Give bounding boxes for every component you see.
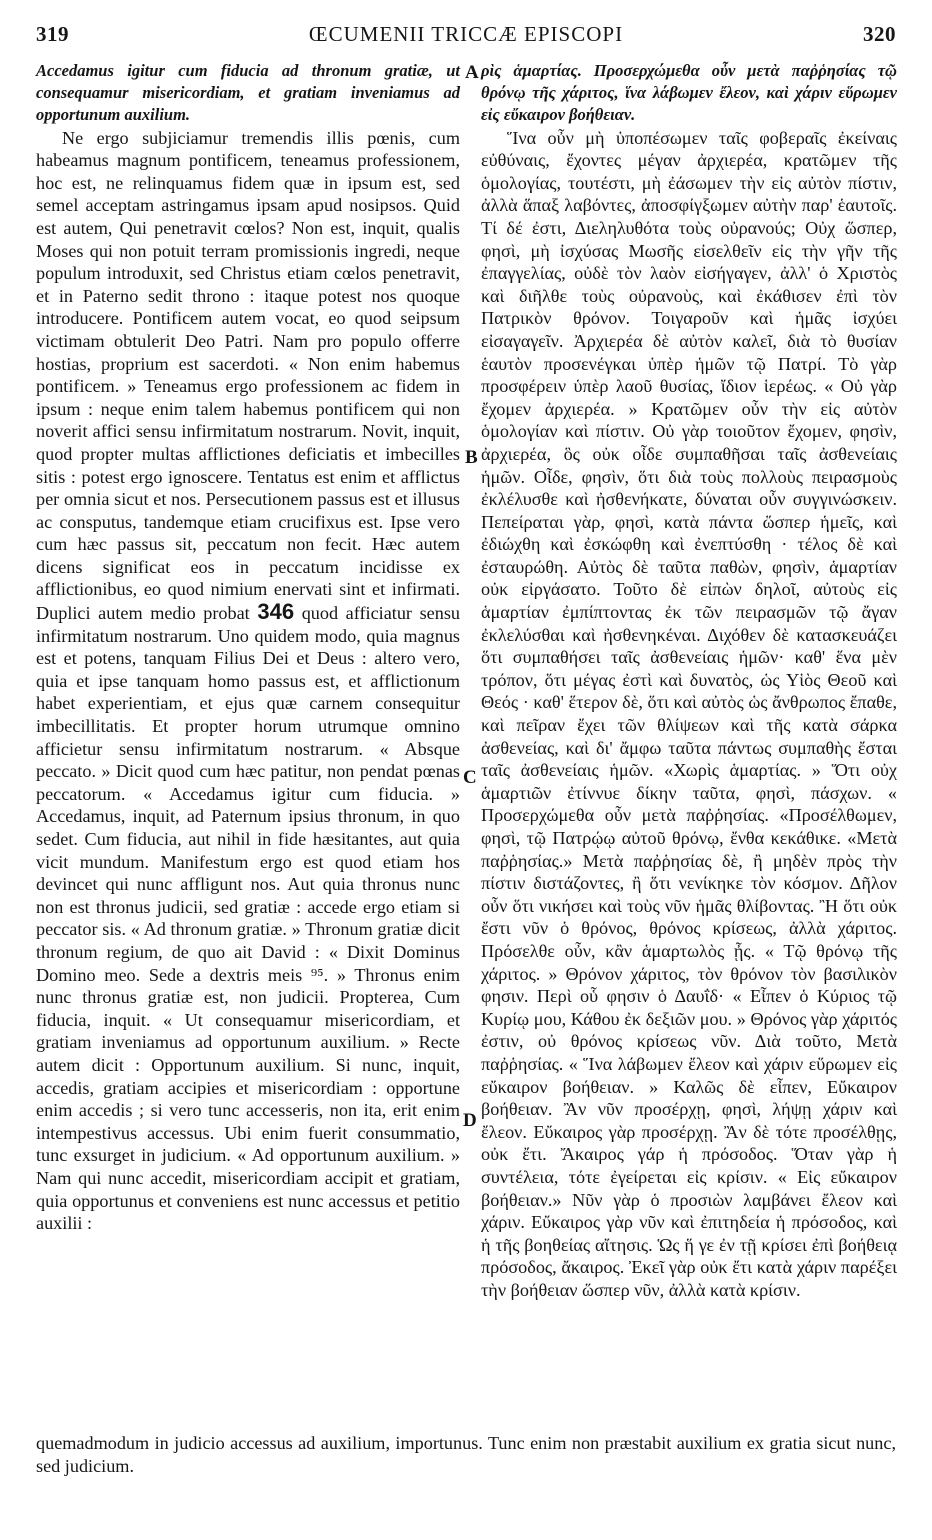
latin-commentary [36,127,460,1235]
closing-line: quemadmodum in judicio accessus ad auxilium, importunus. Tunc enim non præstabit auxilium ex gratia sicut nunc, sed judicium. [36,1433,896,1476]
greek-commentary: Ἵνα οὖν μὴ ὑποπέσωμεν ταῖς φοβεραῖς ἐκείναις εὐθύναις, ἔχοντες μέγαν ἀρχιερέα, κρατῶμεν τῆς ὁμολογίας, τουτέστι, μὴ ἐάσωμεν τὴν εἰς αὐτὸν πίστιν, ἀλλὰ ἅπαξ λαβόντες, ἀποσφίγξωμεν αὐτὴν παρ' ἑαυτοῖς. Τί δέ ἐστι, Διεληλυθότα τοὺς οὐρανούς; Οὐχ ὥσπερ, φησὶ, μὴ ἰσχύσας Μωσῆς εἰσελθεῖν εἰς τὴν γῆν τῆς ἐπαγγελίας, οὐδὲ τὸν λαὸν εἰσήγαγεν, ἀλλ' ὁ Χριστὸς καὶ διῆλθε τοὺς οὐρανοὺς, καὶ ἐκάθισεν ἐπὶ τὸν Πατρικὸν θρόνον. Τοιγαροῦν καὶ ἡμᾶς ἰσχύει εἰσαγαγεῖν. Ἀρχιερέα δὲ αὐτὸν καλεῖ, διὰ τὸ θυσίαν ἑαυτὸν προσενέγκαι ὑπὲρ ἡμῶν τῷ Πατρί. Τὸ γὰρ προσφέρειν ὑπὲρ λαοῦ θυσίας, ἴδιον ἱερέως. « Οὐ γὰρ ἔχομεν ἀρχιερέα. » Κρατῶμεν οὖν τὴν εἰς αὐτὸν ὁμολογίαν καὶ πίστιν. Οὐ γὰρ τοιοῦτον ἔχομεν, φησὶν, ἀρχιερέα, ὃς οὐκ οἶδε συμπαθῆσαι ταῖς ἀσθενείαις ἡμῶν. Οἶδε, φησὶν, ὅτι διὰ τοὺς πολλοὺς πειρασμοὺς ἐκλέλυσθε καὶ ἠσθενήκατε, δύναται οὖν συγγινώσκειν. Πεπείραται γὰρ, φησὶ, κατὰ πάντα ὥσπερ ἡμεῖς, καὶ ἐδιώχθη καὶ ἐσκώφθη καὶ ἐνεπτύσθη · τέλος δὲ καὶ ἐσταυρώθη. Αὐτὸς δὲ ταῦτα παθὼν, φησὶν, ἁμαρτίαν οὐκ εἰργάσατο. Τοῦτο δὲ εἰπὼν δηλοῖ, αὐτοὺς εἰς ἁμαρτίαν ἐμπίπτοντας ἐκ τῶν πειρασμῶν τῷ ἄγαν ἐκλελύσθαι καὶ ἠσθενηκέναι. Διχόθεν δὲ κατασκευάζει ὅτι συμπαθήσει ταῖς ἀσθενείαις ἡμῶν· καθ' ἕνα μὲν τρόπον, ὅτι μέγας ἐστὶ καὶ δυνατὸς, ὡς Υἱὸς Θεοῦ καὶ Θεός · καθ' ἕτερον δὲ, ὅτι καὶ αὐτὸς ὡς ἄνθρωπος ἔπαθε, καὶ πεῖραν ἔχει τῶν θλίψεων καὶ τῆς κατὰ σάρκα ἀσθενείας, καὶ δι' ἄμφω ταῦτα πάντως συμπαθὴς ἔσται ταῖς ἀσθενείαις ἡμῶν. «Χωρὶς ἁμαρτίας. » Ὅτι οὐχ ἁμαρτιῶν ἐτίννυε δίκην ταῦτα, φησὶ, πάσχων. « Προσερχώμεθα οὖν μετὰ παῤῥησίας. «Προσέλθωμεν, φησὶ, τῷ Πατρῴῳ αὐτοῦ θρόνῳ, ἔνθα κεκάθικε. «Μετὰ παῤῥησίας.» Μετὰ παῤῥησίας δὲ, ἢ μηδὲν πρὸς τὴν πίστιν διστάζοντες, ἢ ὅτι νενίκηκε τὸν κόσμον. Δῆλον οὖν ὅτι νικήσει καὶ τοὺς νῦν ἡμᾶς θλίβοντας. Ἢ ὅτι οὐκ ἔστι νῦν ὁ θρόνος, θρόνος κρίσεως, ἀλλὰ χάριτος. Πρόσελθε οὖν, κἂν ἁμαρτωλὸς ᾖς. « Τῷ θρόνῳ τῆς χάριτος. » Θρόνον χάριτος, τὸν θρόνον τὸν βασιλικὸν φησιν. Περὶ οὗ φησιν ὁ Δαυΐδ· « Εἶπεν ὁ Κύριος τῷ Κυρίῳ μου, Κάθου ἐκ δεξιῶν μου. » Θρόνος γὰρ χάριτός ἐστιν, οὐ θρόνος κρίσεως νῦν. Διὰ τοῦτο, Μετὰ παῤῥησίας. « Ἵνα λάβωμεν ἔλεον καὶ χάριν εὕρωμεν εἰς εὔκαιρον βοήθειαν. » Καλῶς δὲ εἶπεν, Εὔκαιρον βοήθειαν. Ἂν νῦν προσέρχῃ, φησὶ, λήψῃ χάριν καὶ ἔλεον. Εὔκαιρος γὰρ προσέρχῃ. Ἂν δὲ τότε προσέλθῃς, οὐκ ἔτι. Ἄκαιρος γάρ ἡ πρόσοδος. Ὅταν γὰρ ἡ συντέλεια, τότε ἐγείρεται εἰς κρίσιν. « Εἰς εὔκαιρον βοήθειαν.» Νῦν γὰρ ὁ προσιὼν λαμβάνει ἔλεον καὶ χάριν. Εὔκαιρος γὰρ νῦν καὶ ἐπιτηδεία ἡ πρόσοδος, καὶ ἡ τῆς βοηθείας αἴτησις. Ὡς ἥ γε ἐν τῇ κρίσει ἐπὶ βοήθειᾳ πρόσοδος, ἄκαιρος. Ἐκεῖ γὰρ οὐκ ἔτι κατὰ χάριν παρέξει τὴν βοήθειαν ὥσπερ νῦν, ἀλλὰ κατὰ κρίσιν. [481,127,897,1300]
running-title: ŒCUMENII TRICCÆ EPISCOPI [308,22,624,46]
page-number-left: 319 [36,22,69,46]
running-header [36,22,896,48]
greek-column [481,60,897,1301]
margin-marker-c: C [463,767,477,788]
latin-commentary-part-2: quod afficiatur sensu infirmitatum nostrarum. Uno quidem modo, quia magnus est et potens, tanquam Filius Dei et Deus : altero vero, quia et ipse tanquam homo passus est, et afflictionum habet experientiam, et ejus quæ carnem consequitur imbecillitatis. Et propter horum utrumque omnino afficietur sensu infirmitatum nostrarum. « Absque peccato. » Dicit quod cum hæc patitur, non pendat pœnas peccatorum. « Accedamus igitur cum fiducia. » Accedamus, inquit, ad Paternum ipsius thronum, in quo sedet. Cum fiducia, aut nihil in fide hæsitantes, aut quia vicit mundum. Manifestum ergo est quod etiam hos devincet qui nunc affligunt nos. Aut quia thronus nunc non est thronus judicii, sed gratiæ : accede ergo etiam si peccator sis. « Ad thronum gratiæ. » Thronum gratiæ dicit thronum regium, de quo ait David : « Dixit Dominus Domino meo. Sede a dextris meis ⁹⁵. » Thronus enim nunc thronus gratiæ est, non judicii. Propterea, Cum fiducia, inquit. « Ut consequamur misericordiam, et gratiam inveniamus ad opportunum auxilium. » Recte autem dicit : Opportunum auxilium. Si nunc, inquit, accedis, gratiam accipies et misericordiam : opportune enim accedis ; si vero tunc accesseris, non ita, erit enim intempestivus accessus. Ubi enim fuerit consummatio, tunc exsurget in judicium. « Ad opportunum auxilium. » Nam qui nunc accedit, misericordiam accipit et gratiam, quia opportunus et conveniens est nunc accessus et petitio auxilii : [36,603,461,1234]
greek-lead-verse: ρὶς ἁμαρτίας. Προσερχώμεθα οὖν μετὰ παῤῥησίας τῷ θρόνῳ τῆς χάριτος, ἵνα λάβωμεν ἔλεον, καὶ χάριν εὕρωμεν εἰς εὔκαιρον βοήθειαν. [481,61,897,125]
margin-marker-a: A [465,62,479,83]
margin-marker-d: D [463,1110,477,1131]
latin-lead-verse: Accedamus igitur cum fiducia ad thronum gratiæ, ut consequamur misericordiam, et gratiam inveniamus ad opportunum auxilium. [36,61,460,125]
margin-marker-b: B [465,447,478,468]
latin-column [36,60,460,1235]
latin-commentary-part-1: Ne ergo subjiciamur tremendis illis pœnis, cum habeamus magnum pontificem, teneamus professionem, hoc est, ne relinquamus fidem quæ in ipsum est, sed semel acceptam astringamus ipsam apud nosipsos. Quid est autem, Qui penetravit cœlos? Non est, inquit, qualis Moses qui non potuit terram promissionis ingredi, neque populum introduxit, sed Christus etiam cœlos penetravit, et in Paterno sedit throno : itaque potest nos quoque introducere. Pontificem autem vocat, eo quod seipsum victimam obtulerit Deo Patri. Nam pro populo offerre hostias, proprium est sacerdoti. « Non enim habemus pontificem. » Teneamus ergo professionem ac fidem in ipsum : neque enim talem habemus pontificem qui non noverit affici sensu infirmitatum nostrarum. Novit, inquit, quod propter multas afflictiones deficiatis et imbecilles sitis : potest ergo ignoscere. Tentatus est enim et afflictus per omnia sicut et nos. Persecutionem passus est et illusus ac consputus, tandemque etiam crucifixus est. Ipse vero cum hæc passus sit, peccatum non fecit. Hæc autem dicens significat eos in peccatum incidisse ex afflictionibus, eo quod nimium enervati sint et infirmati. Duplici autem medio probat [36,127,460,624]
column-number: 346 [257,599,295,625]
page-number-right: 320 [863,22,896,46]
